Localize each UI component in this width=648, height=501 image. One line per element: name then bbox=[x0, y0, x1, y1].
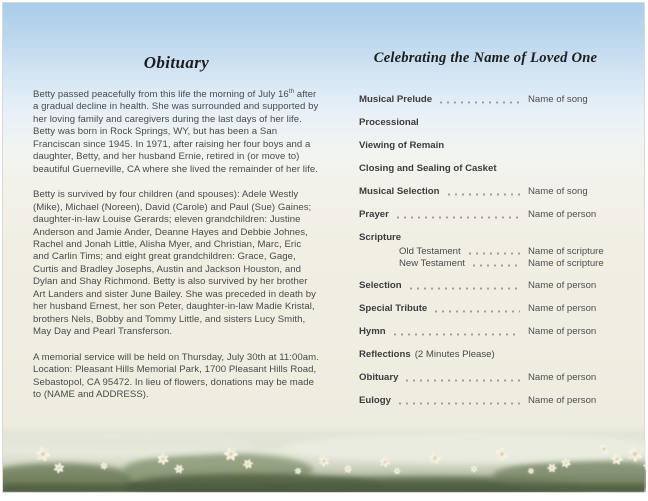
service-item-value: Name of person bbox=[528, 280, 597, 291]
obituary-paragraph-2: Betty is survived by four children (and spouses): Adele Westly (Mike), Michael (Noreen), David (Carole) and Paul (Sue) Gaines; daughter-in-law Louise Gerards; eleven grandchildren: Justine Anderson and Jamie Ander, Deanne Hayes and Debbie Johnes, Rachel and Jonah Little, Alisha Myer, and Christian, Marc, Eric and Carlin Tims; and eight great grandchildren: Grace, Gage, Curtis and Bradley Josephs, Austin and Jackson Houston, and Dylan and Shay Richmond. Betty is also survived by her brother Art Landers and sister June Bailey. She was preceded in death by her husband Ernest, her son Peter, daughter-in-law Madie Kristal, brothers Nels, Bobby and Tommy Little, and sisters Lucy Smith, May Day and Pearl Transferson. bbox=[33, 189, 317, 338]
service-subitem-label: Old Testament bbox=[399, 246, 461, 257]
service-item-label: Hymn bbox=[359, 326, 386, 337]
service-title: Celebrating the Name of Loved One bbox=[373, 50, 598, 66]
service-item-line bbox=[359, 186, 612, 198]
dotted-leader bbox=[410, 287, 520, 290]
service-item-value: Name of person bbox=[528, 395, 597, 406]
service-subitem-new-testament bbox=[399, 258, 612, 270]
order-of-service-page bbox=[359, 49, 612, 418]
dotted-leader bbox=[435, 310, 520, 313]
mist-blob bbox=[283, 433, 646, 463]
service-item-label: Obituary bbox=[359, 372, 399, 383]
dotted-leader bbox=[406, 379, 520, 382]
dotted-leader bbox=[448, 193, 520, 196]
service-item-label: Musical Prelude bbox=[359, 94, 433, 105]
dotted-leader bbox=[394, 333, 520, 336]
funeral-program-sheet bbox=[2, 2, 645, 493]
service-item-value: Name of person bbox=[528, 372, 597, 383]
obituary-paragraph-1-text: Betty passed peacefully from this life the morning of July 16 bbox=[33, 89, 289, 100]
service-item-label: Eulogy bbox=[359, 395, 391, 406]
service-item-closing-and-sealing-of-casket bbox=[359, 163, 612, 175]
service-item-eulogy bbox=[359, 395, 612, 407]
grass-band bbox=[3, 485, 646, 492]
service-subitem-value: Name of scripture bbox=[528, 246, 604, 257]
service-item-value: Name of person bbox=[528, 326, 597, 337]
service-item-line bbox=[359, 280, 612, 292]
dotted-leader bbox=[397, 216, 520, 219]
service-item-value: Name of song bbox=[528, 186, 588, 197]
service-item-line bbox=[359, 117, 612, 129]
service-item-value: Name of person bbox=[528, 209, 597, 220]
dotted-leader bbox=[440, 101, 520, 104]
service-item-selection bbox=[359, 280, 612, 292]
service-item-line bbox=[359, 94, 612, 106]
service-item-musical-prelude bbox=[359, 94, 612, 106]
service-item-line bbox=[359, 395, 612, 407]
obituary-title: Obituary bbox=[143, 53, 210, 72]
service-item-line bbox=[359, 232, 612, 244]
service-item-special-tribute bbox=[359, 303, 612, 315]
service-item-label: Reflections bbox=[359, 349, 411, 360]
service-item-line bbox=[359, 326, 612, 338]
service-item-line bbox=[359, 349, 612, 361]
service-item-hymn bbox=[359, 326, 612, 338]
flowers-grass-artwork bbox=[3, 426, 646, 492]
service-item-label: Closing and Sealing of Casket bbox=[359, 163, 497, 174]
service-list bbox=[359, 94, 612, 407]
dotted-leader bbox=[473, 264, 520, 267]
service-item-label: Prayer bbox=[359, 209, 389, 220]
service-item-scripture bbox=[359, 232, 612, 269]
dotted-leader bbox=[399, 402, 520, 405]
service-item-label: Selection bbox=[359, 280, 402, 291]
service-subitem-label: New Testament bbox=[399, 257, 465, 269]
dotted-leader bbox=[469, 252, 520, 255]
service-item-musical-selection bbox=[359, 186, 612, 198]
service-item-line bbox=[359, 163, 612, 175]
service-item-label: Special Tribute bbox=[359, 303, 428, 314]
service-item-reflections bbox=[359, 349, 612, 361]
obituary-paragraph-1-continued: after a gradual decline in health. She was surrounded and supported by her loving family and caregivers during the last days of her life. Betty was born in Rock Springs, WY, but has been a San Franciscan since 1945. In 1971, after raising her four boys and a daughter, Betty, and her husband Ernie, retired in (or move to) beautiful Guerneville, CA where she lived the remainder of her life. bbox=[33, 89, 319, 175]
service-item-obituary bbox=[359, 372, 612, 384]
obituary-paragraph-3: A memorial service will be held on Thursday, July 30th at 11:00am. Location: Pleasant Hills Memorial Park, 1700 Pleasant Hills Road, Sebastopol, CA 95472. In lieu of flowers, donations may be made to (NAME and ADDRESS). bbox=[33, 351, 319, 400]
service-item-line bbox=[359, 372, 612, 384]
service-item-viewing-of-remain bbox=[359, 140, 612, 152]
service-item-label: Processional bbox=[359, 117, 419, 128]
service-item-prayer bbox=[359, 209, 612, 221]
service-item-label: Viewing of Remain bbox=[359, 140, 445, 151]
service-item-label: Scripture bbox=[359, 232, 402, 243]
service-subitem-value: Name of scripture bbox=[528, 257, 604, 269]
field-artwork bbox=[3, 426, 644, 492]
service-item-line bbox=[359, 140, 612, 152]
service-item-line bbox=[359, 209, 612, 221]
obituary-paragraph-1 bbox=[33, 89, 320, 176]
ordinal-superscript: th bbox=[288, 87, 295, 95]
obituary-page bbox=[33, 53, 320, 414]
service-item-processional bbox=[359, 117, 612, 129]
service-item-note: (2 Minutes Please) bbox=[414, 349, 495, 360]
service-item-value: Name of song bbox=[528, 94, 588, 105]
service-item-label: Musical Selection bbox=[359, 186, 440, 197]
service-item-line bbox=[359, 303, 612, 315]
service-item-value: Name of person bbox=[528, 303, 597, 314]
service-subitem-old-testament bbox=[399, 246, 612, 258]
